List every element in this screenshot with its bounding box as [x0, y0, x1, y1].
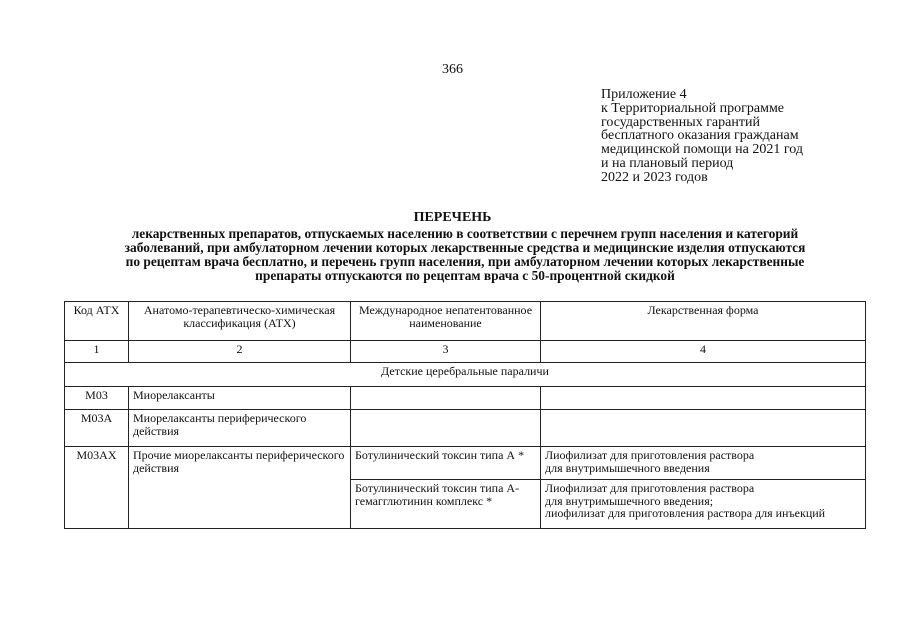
- appendix-line: медицинской помощи на 2021 год: [601, 142, 803, 158]
- column-number: 4: [541, 341, 866, 363]
- atc-name-cell: Миорелаксанты периферического действия: [129, 410, 351, 447]
- column-number-row: [65, 341, 866, 363]
- form-line: лиофилизат для приготовления раствора для инъекций: [545, 506, 826, 520]
- column-number: 1: [65, 341, 129, 363]
- table-row: [65, 387, 866, 410]
- form-line: для внутримышечного введения: [545, 460, 710, 475]
- atc-name-cell: Прочие миорелаксанты периферического действия: [129, 447, 351, 529]
- appendix-line: бесплатного оказания гражданам: [601, 128, 799, 144]
- atc-code-cell: М03: [65, 387, 129, 410]
- table-row: [65, 410, 866, 447]
- subtitle-line: заболеваний, при амбулаторном лечении которых лекарственные средства и медицинские изделия отпускаются: [124, 240, 806, 255]
- appendix-line: 2022 и 2023 годов: [601, 169, 708, 185]
- page-number: 366: [442, 62, 463, 77]
- appendix-line: государственных гарантий: [601, 114, 760, 130]
- group-label: Детские церебральные параличи: [65, 363, 866, 387]
- subtitle-line: по рецептам врача бесплатно, и перечень групп населения, при амбулаторном лечении которых лекарственные: [125, 254, 805, 269]
- document-title: ПЕРЕЧЕНЬ: [413, 210, 492, 225]
- header-dosage-form: Лекарственная форма: [541, 302, 866, 341]
- inn-cell: [351, 410, 541, 447]
- header-atc-classification: Анатомо-терапевтическо-химическая классификация (АТХ): [129, 302, 351, 341]
- form-line: Лиофилизат для приготовления раствора: [545, 448, 755, 462]
- document-subtitle: [60, 227, 870, 283]
- table-row: [65, 447, 866, 480]
- inn-cell: Ботулинический токсин типа А *: [351, 447, 541, 480]
- inn-cell: [351, 387, 541, 410]
- appendix-block: [601, 88, 803, 185]
- form-cell: [541, 410, 866, 447]
- column-number: 2: [129, 341, 351, 363]
- form-line: Лиофилизат для приготовления раствора: [545, 481, 755, 495]
- header-atc-code: Код АТХ: [65, 302, 129, 341]
- subtitle-line: лекарственных препаратов, отпускаемых населению в соответствии с перечнем групп населения и категорий: [131, 226, 799, 241]
- form-cell: [541, 480, 866, 529]
- table-header-row: [65, 302, 866, 341]
- atc-code-cell: М03А: [65, 410, 129, 447]
- subtitle-line: препараты отпускаются по рецептам врача с 50-процентной скидкой: [255, 268, 675, 283]
- atc-name-cell: Миорелаксанты: [129, 387, 351, 410]
- inn-cell: Ботулинический токсин типа А-гемагглютинин комплекс *: [351, 480, 541, 529]
- group-row: [65, 363, 866, 387]
- header-inn: Международное непатентованное наименование: [351, 302, 541, 341]
- form-cell: [541, 387, 866, 410]
- drug-list-table: [64, 301, 866, 529]
- appendix-line: к Территориальной программе: [601, 100, 785, 116]
- form-line: для внутримышечного введения;: [545, 493, 714, 508]
- appendix-line: Приложение 4: [601, 87, 687, 102]
- atc-code-cell: М03АХ: [65, 447, 129, 529]
- column-number: 3: [351, 341, 541, 363]
- appendix-line: и на плановый период: [601, 155, 734, 171]
- form-cell: [541, 447, 866, 480]
